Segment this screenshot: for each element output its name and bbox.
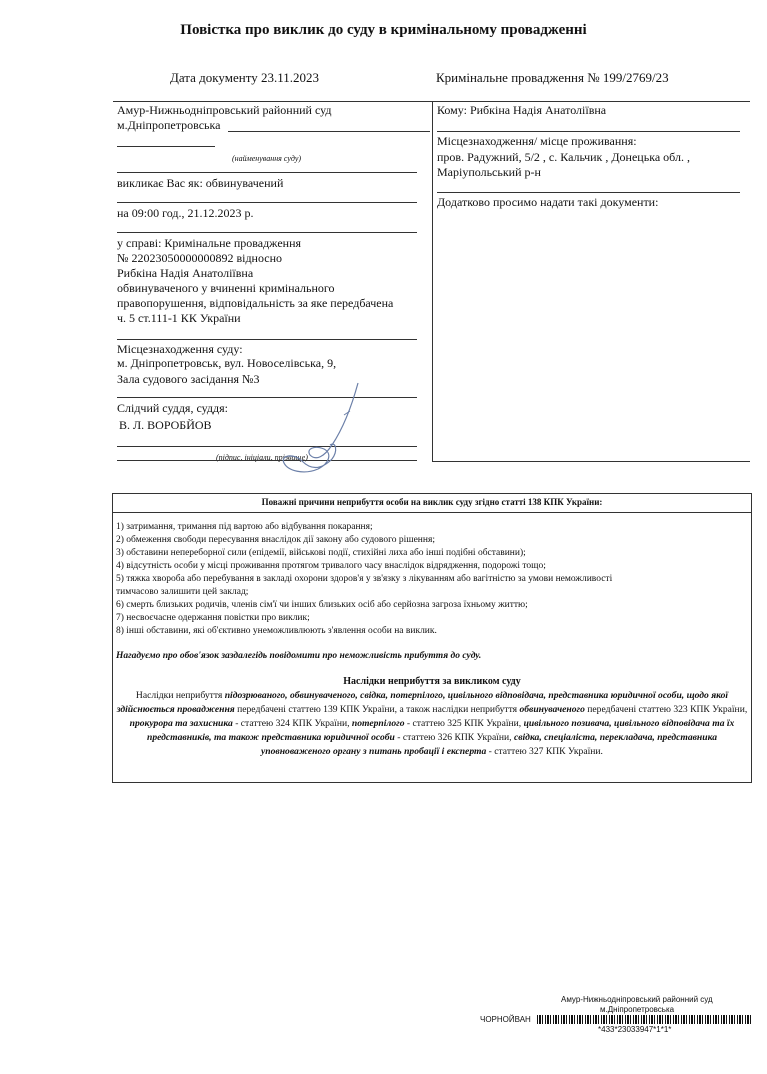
- court-name-line1: Амур-Нижньодніпровський районний суд: [117, 103, 332, 117]
- case-line: Рибкіна Надія Анатоліївна: [117, 266, 254, 280]
- judge-signature: [240, 375, 370, 485]
- signature-caption: (підпис, ініціали, прізвище): [216, 453, 308, 462]
- case-line: ч. 5 ст.111-1 КК України: [117, 311, 241, 325]
- judge-label: Слідчий суддя, суддя:: [117, 401, 228, 415]
- reasons-box: [112, 493, 752, 783]
- footer-court-line1: Амур-Нижньодніпровський районний суд: [561, 995, 713, 1004]
- case-line: правопорушення, відповідальність за яке передбачена: [117, 296, 394, 310]
- footer-author: ЧОРНОЙВАН: [480, 1015, 531, 1024]
- consequences-title: Наслідки неприбуття за викликом суду: [343, 676, 521, 687]
- reason-item: 2) обмеження свободи пересування внаслідок дії закону або судового рішення;: [116, 535, 435, 545]
- court-name-line2: м.Дніпропетровська: [117, 118, 221, 132]
- barcode-text: *433*23033947*1*1*: [598, 1025, 672, 1034]
- separator: [437, 131, 740, 132]
- separator: [117, 202, 417, 203]
- summons-role: викликає Вас як: обвинувачений: [117, 176, 284, 190]
- separator: [117, 232, 417, 233]
- consequences-paragraph: Наслідки неприбуття підозрюваного, обвинуваченого, свідка, потерпілого, цивільного відповідача, представника юридичної особи, щодо якої здійснюється провадження передбачені статтею 139 КПК України, а також наслідки неприбуття обвинуваченого передбачені статтею 323 КПК України, прокурора та захисника - статтею 324 КПК України, потерпілого - статтею 325 КПК України, цивільного позивача, цивільного відповідача та їх представників, та також представника юридичної особи - статтею 326 КПК України, свідка, спеціаліста, перекладача, представника уповноваженого органу з питань пробації і експерта - статтею 327 КПК України.: [116, 690, 748, 757]
- notification-reminder: Нагадуємо про обов'язок заздалегідь повідомити про неможливість прибуття до суду.: [116, 651, 482, 661]
- reason-item: 3) обставини непереборної сили (епідемії, військові події, стихійні лиха або інші подібні обставини);: [116, 548, 526, 558]
- document-date: Дата документу 23.11.2023: [170, 70, 319, 85]
- column-divider: [432, 101, 433, 461]
- case-line: № 22023050000000892 відносно: [117, 251, 283, 265]
- separator: [437, 192, 740, 193]
- residence-label: Місцезнаходження/ місце проживання:: [437, 134, 637, 148]
- barcode: [537, 1015, 752, 1024]
- documents-label: Додатково просимо надати такі документи:: [437, 195, 659, 209]
- residence-line1: пров. Радужний, 5/2 , с. Кальчик , Донецька обл. ,: [437, 150, 690, 164]
- court-location-label: Місцезнаходження суду:: [117, 342, 243, 356]
- court-underline-2: [117, 146, 215, 147]
- court-address: м. Дніпропетровськ, вул. Новоселівська, 9,: [117, 356, 337, 370]
- reason-item: тимчасово залишити цей заклад;: [116, 587, 249, 597]
- footer-court-line2: м.Дніпропетровська: [600, 1005, 675, 1014]
- case-number: Кримінальне провадження № 199/2769/23: [436, 70, 669, 85]
- recipient-name: Кому: Рибкіна Надія Анатоліївна: [437, 103, 607, 117]
- reason-item: 4) відсутність особи у місці проживання протягом тривалого часу внаслідок відрядження, подорожі тощо;: [116, 561, 546, 571]
- residence-line2: Маріупольський р-н: [437, 165, 541, 179]
- case-line: у справі: Кримінальне провадження: [117, 236, 302, 250]
- separator: [117, 339, 417, 340]
- reasons-header-divider: [113, 512, 751, 513]
- hearing-time: на 09:00 год., 21.12.2023 р.: [117, 206, 254, 220]
- court-room: Зала судового засідання №3: [117, 372, 260, 386]
- document-title: Повістка про виклик до суду в кримінальному провадженні: [180, 22, 587, 38]
- reason-item: 7) несвоєчасне одержання повістки про виклик;: [116, 613, 310, 623]
- court-underline: [228, 131, 430, 132]
- judge-name: В. Л. ВОРОБЙОВ: [119, 418, 212, 432]
- reason-item: 8) інші обставини, які об'єктивно унеможливлюють з'явлення особи на виклик.: [116, 626, 437, 636]
- right-column-bottom-border: [432, 461, 750, 462]
- reasons-header: Поважні причини неприбуття особи на виклик суду згідно статті 138 КПК України:: [261, 497, 603, 507]
- court-caption: (найменування суду): [232, 154, 302, 163]
- reason-item: 5) тяжка хвороба або перебування в закладі охорони здоров'я у зв'язку з лікуванням або вагітністю за умови неможливості: [116, 574, 613, 584]
- case-line: обвинуваченого у вчиненні кримінального: [117, 281, 335, 295]
- separator: [117, 172, 417, 173]
- reason-item: 1) затримання, тримання під вартою або відбування покарання;: [116, 522, 373, 532]
- reason-item: 6) смерть близьких родичів, членів сім'ї чи інших близьких осіб або серйозна загроза їхньому життю;: [116, 600, 528, 610]
